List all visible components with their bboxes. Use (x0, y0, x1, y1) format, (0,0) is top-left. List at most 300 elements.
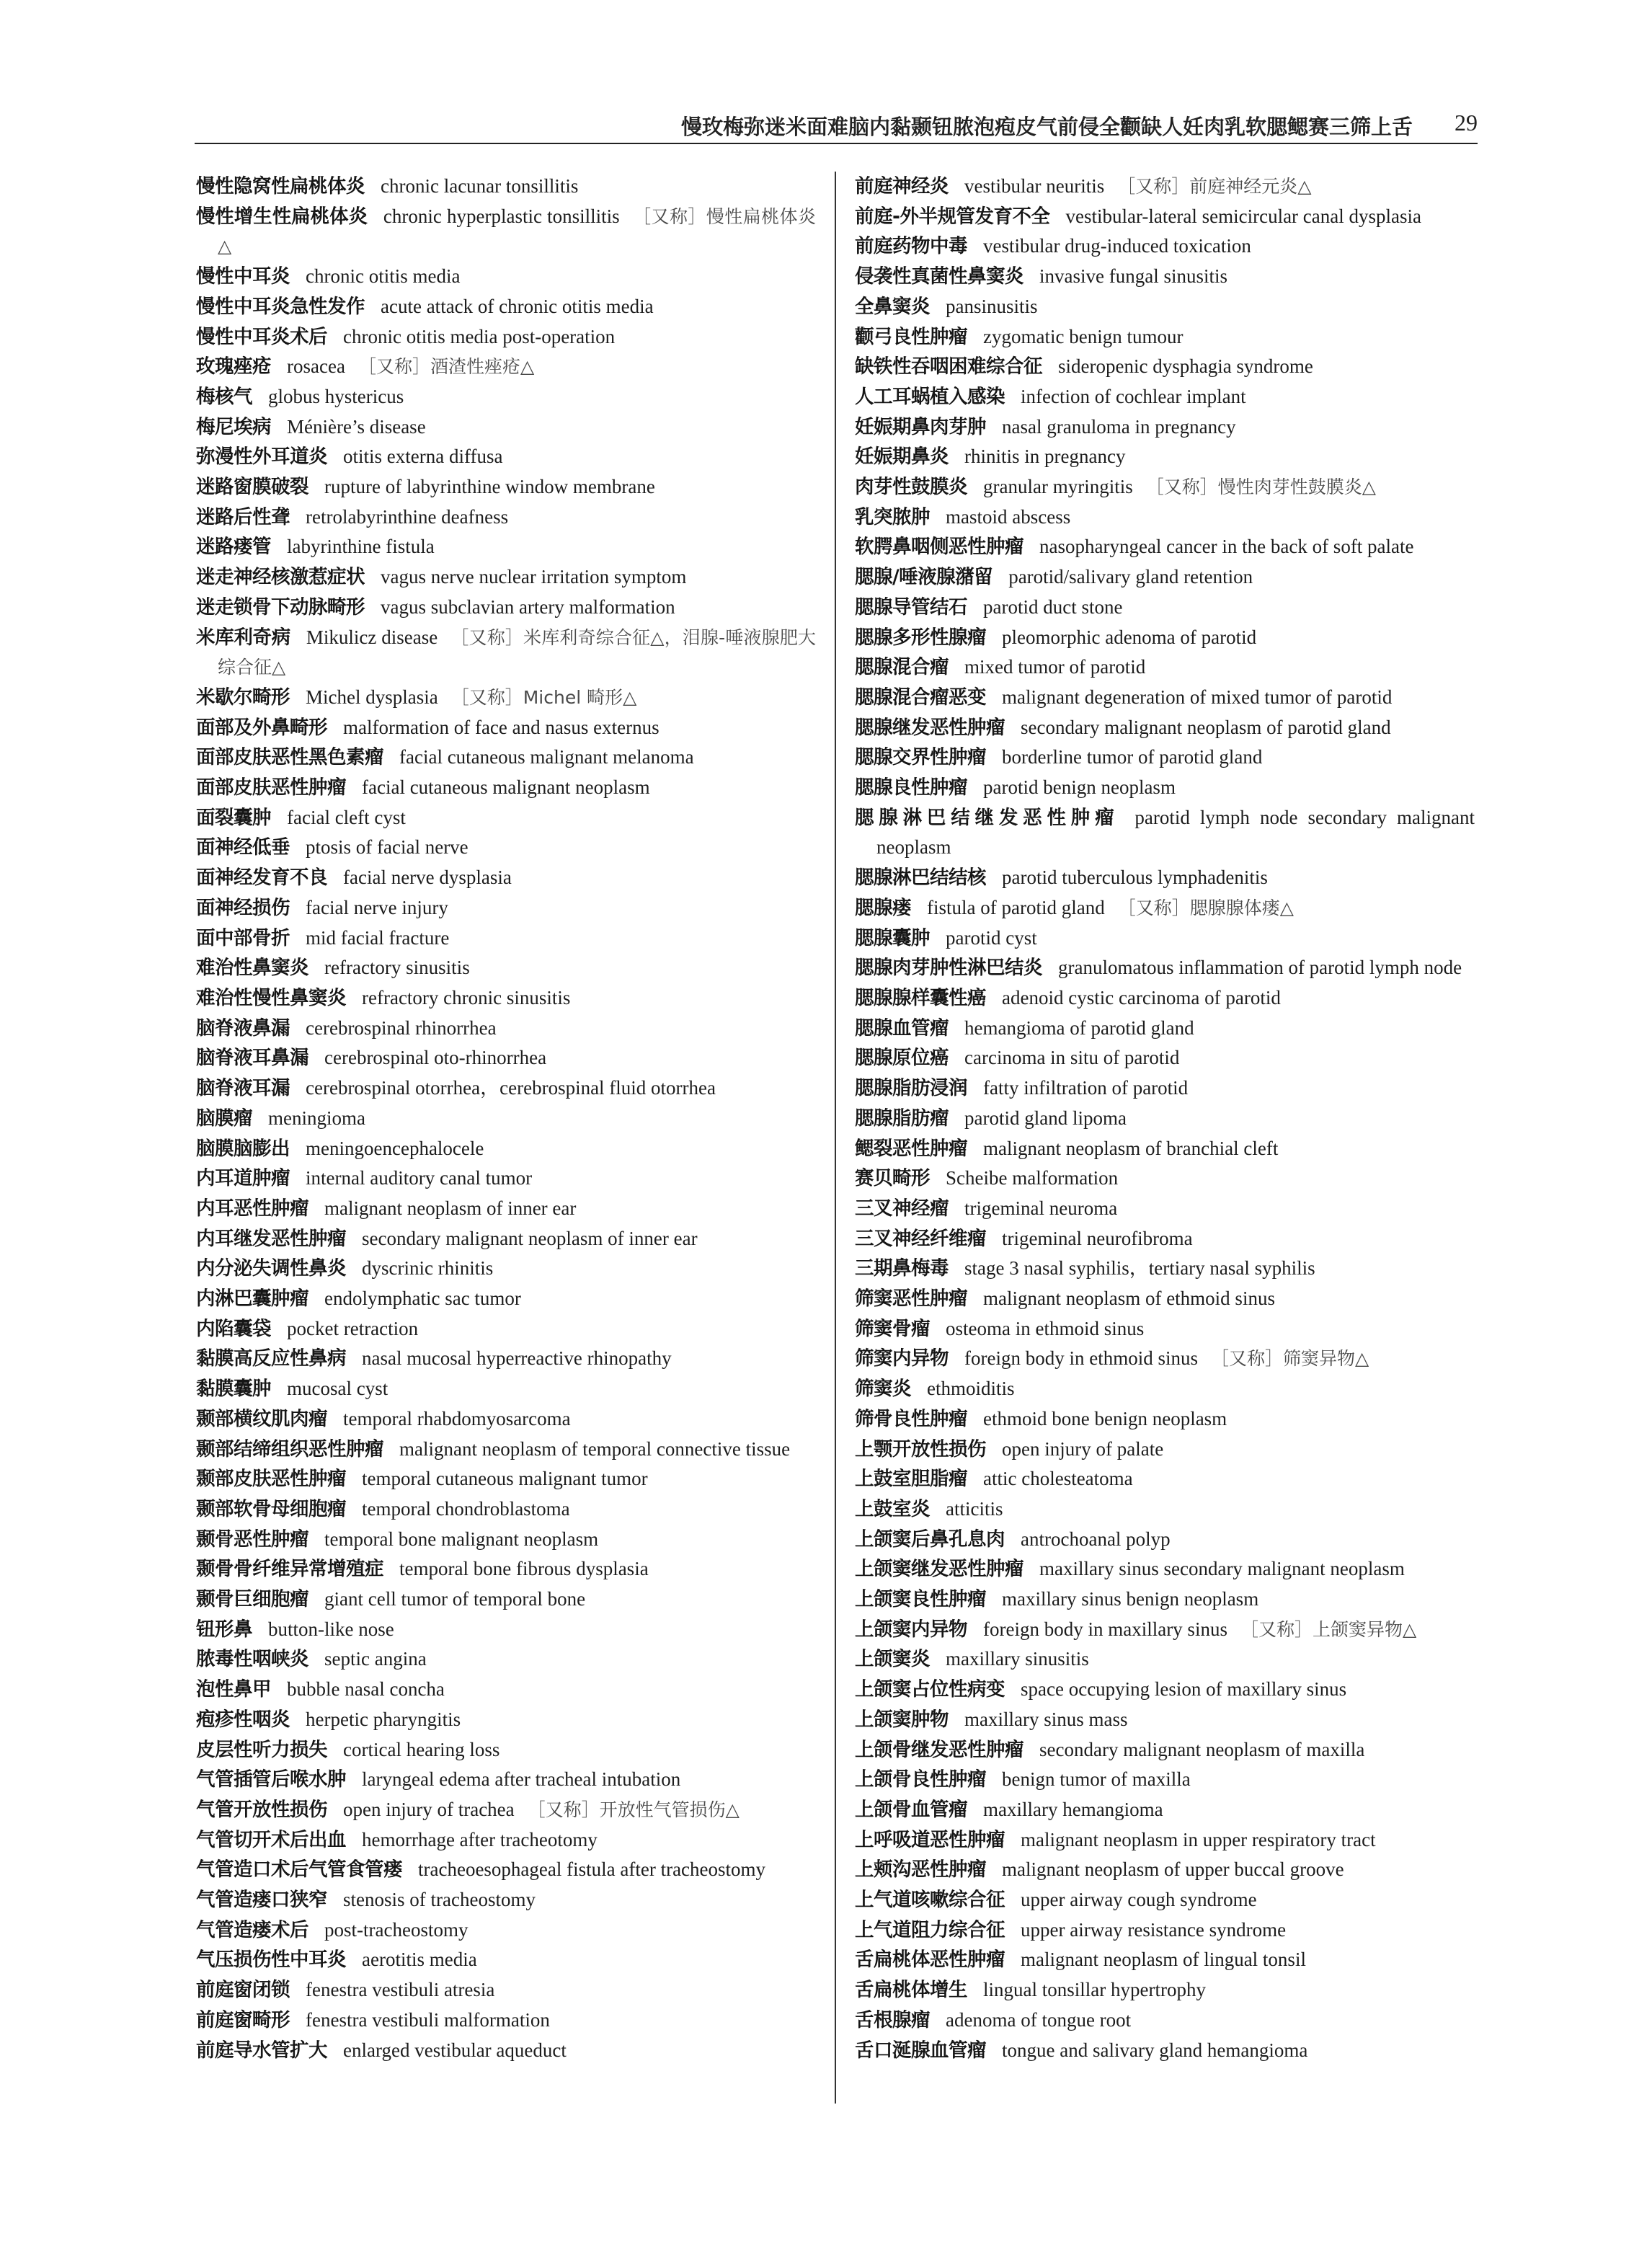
term-english: granulomatous inflammation of parotid lymph node (1058, 957, 1462, 979)
glossary-entry (855, 1855, 1475, 1885)
glossary-entry (196, 1554, 816, 1584)
term-english: secondary malignant neoplasm of inner ear (362, 1227, 698, 1249)
term-english: tongue and salivary gland hemangioma (1002, 2039, 1308, 2061)
glossary-entry (855, 1765, 1475, 1795)
term-english: chronic hyperplastic tonsillitis (383, 205, 620, 227)
glossary-entry (196, 1975, 816, 2005)
glossary-entry (855, 2036, 1475, 2066)
term-chinese: 内淋巴囊肿瘤 (196, 1287, 308, 1311)
term-chinese: 气管开放性损伤 (196, 1798, 327, 1821)
glossary-entry (196, 1254, 816, 1284)
term-chinese: 面神经发育不良 (196, 866, 327, 890)
glossary-entry (196, 1404, 816, 1435)
term-chinese: 内耳继发恶性肿瘤 (196, 1227, 346, 1250)
term-english: mastoid abscess (946, 505, 1071, 528)
term-english: herpetic pharyngitis (306, 1708, 461, 1730)
glossary-entry (196, 1675, 816, 1705)
term-chinese: 气压损伤性中耳炎 (196, 1949, 346, 1972)
term-english: zygomatic benign tumour (983, 325, 1184, 347)
glossary-entry (855, 1525, 1475, 1555)
term-chinese: 弥漫性外耳道炎 (196, 446, 327, 469)
term-english: cerebrospinal rhinorrhea (306, 1016, 497, 1039)
term-chinese: 钮形鼻 (196, 1618, 252, 1641)
term-chinese: 迷路窗膜破裂 (196, 476, 308, 499)
term-chinese: 颞部软骨母细胞瘤 (196, 1497, 346, 1520)
term-english: nasal granuloma in pregnancy (1002, 415, 1236, 438)
glossary-entry (855, 803, 1475, 863)
glossary-entry (855, 923, 1475, 954)
running-header (195, 108, 1478, 144)
term-chinese: 缺铁性吞咽困难综合征 (855, 355, 1042, 378)
glossary-entry (196, 2036, 816, 2066)
term-english: temporal bone malignant neoplasm (324, 1528, 599, 1550)
glossary-entry (855, 1975, 1475, 2005)
term-chinese: 腮腺良性肿瘤 (855, 776, 967, 799)
glossary-entry (855, 593, 1475, 623)
term-english: globus hystericus (268, 385, 404, 407)
glossary-entry (855, 202, 1475, 232)
term-chinese: 前庭导水管扩大 (196, 2039, 327, 2062)
glossary-entry (855, 262, 1475, 292)
term-english: vestibular neuritis (964, 175, 1105, 197)
term-english: upper airway resistance syndrome (1021, 1918, 1287, 1941)
glossary-entry (196, 1855, 816, 1885)
term-chinese: 内陷囊袋 (196, 1317, 271, 1340)
term-chinese: 舌扁桃体增生 (855, 1979, 967, 2002)
glossary-entry (855, 1554, 1475, 1584)
term-chinese: 前庭药物中毒 (855, 235, 967, 258)
term-english: labyrinthine fistula (287, 536, 435, 558)
term-chinese: 迷路后性聋 (196, 505, 290, 528)
glossary-entry (196, 1194, 816, 1224)
term-english: chronic otitis media post-operation (343, 325, 616, 347)
glossary-entry (855, 1073, 1475, 1104)
term-chinese: 气管插管后喉水肿 (196, 1768, 346, 1791)
term-chinese: 脑脊液耳漏 (196, 1077, 290, 1100)
glossary-entry (196, 683, 816, 713)
glossary-entry (196, 2005, 816, 2036)
term-english: carcinoma in situ of parotid (964, 1047, 1180, 1069)
term-chinese: 腮腺原位癌 (855, 1047, 949, 1070)
term-english: hemorrhage after tracheotomy (362, 1828, 598, 1850)
glossary-entry (855, 1464, 1475, 1494)
term-chinese: 颞骨骨纤维异常增殖症 (196, 1558, 383, 1581)
term-chinese: 脑膜瘤 (196, 1107, 252, 1130)
term-english: mucosal cyst (287, 1378, 388, 1400)
term-chinese: 面裂囊肿 (196, 806, 271, 829)
term-chinese: 上颌窦良性肿瘤 (855, 1588, 986, 1611)
glossary-entry (855, 743, 1475, 773)
term-chinese: 上颌骨良性肿瘤 (855, 1768, 986, 1791)
term-english: mid facial fracture (306, 926, 450, 949)
term-english: tracheoesophageal fistula after tracheostomy (418, 1858, 766, 1881)
term-chinese: 筛窦内异物 (855, 1347, 949, 1370)
glossary-entry (196, 1825, 816, 1856)
term-english: endolymphatic sac tumor (324, 1287, 521, 1310)
term-english: Mikulicz disease (306, 626, 438, 648)
glossary-entry (855, 1374, 1475, 1404)
glossary-entry (196, 292, 816, 322)
term-chinese: 脓毒性咽峡炎 (196, 1648, 308, 1671)
term-chinese: 腮腺腺样囊性癌 (855, 986, 986, 1009)
term-chinese: 腮腺/唾液腺潴留 (855, 566, 993, 589)
term-chinese: 腮腺血管瘤 (855, 1016, 949, 1040)
term-english: foreign body in ethmoid sinus (964, 1347, 1198, 1370)
term-chinese: 迷路瘘管 (196, 536, 271, 559)
term-english: Scheibe malformation (946, 1167, 1119, 1189)
term-english: infection of cochlear implant (1021, 385, 1246, 407)
glossary-entry (855, 652, 1475, 683)
term-chinese: 筛骨良性肿瘤 (855, 1407, 967, 1430)
right-column (855, 172, 1475, 2065)
term-english: pocket retraction (287, 1317, 419, 1339)
term-english: malignant neoplasm of ethmoid sinus (983, 1287, 1275, 1310)
term-english: vagus subclavian artery malformation (381, 595, 675, 618)
term-chinese: 全鼻窦炎 (855, 295, 930, 318)
term-english: benign tumor of maxilla (1002, 1768, 1191, 1791)
glossary-entry (196, 1735, 816, 1765)
term-chinese: 上气道咳嗽综合征 (855, 1889, 1005, 1912)
term-chinese: 上颌骨血管瘤 (855, 1798, 967, 1821)
term-english: parotid lymph node secondary malignant neoplasm (876, 806, 1475, 859)
term-chinese: 腮腺多形性腺瘤 (855, 626, 986, 649)
term-english: acute attack of chronic otitis media (381, 295, 654, 317)
term-english: button-like nose (268, 1618, 394, 1640)
term-english: facial nerve dysplasia (343, 866, 512, 889)
term-english: laryngeal edema after tracheal intubation (362, 1768, 681, 1791)
glossary-entry (196, 322, 816, 353)
term-english: space occupying lesion of maxillary sinus (1021, 1678, 1347, 1701)
term-english: refractory sinusitis (324, 957, 470, 979)
term-english: ethmoiditis (927, 1378, 1015, 1400)
term-chinese: 梅尼埃病 (196, 415, 271, 438)
term-english: secondary malignant neoplasm of maxilla (1039, 1738, 1365, 1760)
glossary-entry (855, 953, 1475, 983)
term-english: secondary malignant neoplasm of parotid gland (1021, 716, 1391, 738)
term-chinese: 脑脊液鼻漏 (196, 1016, 290, 1040)
term-english: lingual tonsillar hypertrophy (983, 1979, 1206, 2001)
term-chinese: 前庭神经炎 (855, 175, 949, 198)
term-english: stage 3 nasal syphilis，tertiary nasal syphilis (964, 1257, 1315, 1280)
term-english: vestibular-lateral semicircular canal dysplasia (1065, 205, 1421, 227)
term-english: parotid tuberculous lymphadenitis (1002, 866, 1268, 889)
term-chinese: 慢性中耳炎术后 (196, 325, 327, 348)
glossary-entry (855, 532, 1475, 562)
glossary-entry (855, 683, 1475, 713)
term-english: dyscrinic rhinitis (362, 1257, 494, 1280)
term-english: trigeminal neuroma (964, 1197, 1118, 1219)
term-english: malformation of face and nasus externus (343, 716, 660, 738)
term-chinese: 上颌窦后鼻孔息肉 (855, 1528, 1005, 1551)
term-chinese: 软腭鼻咽侧恶性肿瘤 (855, 536, 1023, 559)
term-chinese: 上颌窦肿物 (855, 1708, 949, 1731)
term-english: temporal chondroblastoma (362, 1497, 570, 1520)
term-chinese: 气管造口术后气管食管瘘 (196, 1858, 402, 1881)
term-chinese: 皮层性听力损失 (196, 1738, 327, 1761)
glossary-entry (196, 1374, 816, 1404)
glossary-entry (196, 382, 816, 412)
glossary-entry (855, 863, 1475, 893)
glossary-entry (196, 1014, 816, 1044)
term-alias: ［又称］开放性气管损伤△ (527, 1799, 740, 1820)
term-chinese: 气管切开术后出血 (196, 1828, 346, 1851)
term-alias: ［又称］筛窦异物△ (1210, 1348, 1369, 1370)
term-english: fenestra vestibuli atresia (306, 1979, 495, 2001)
term-english: parotid/salivary gland retention (1008, 566, 1253, 588)
term-chinese: 腮腺继发恶性肿瘤 (855, 716, 1005, 739)
glossary-entry (196, 1915, 816, 1946)
term-alias: ［又称］Michel 畸形△ (450, 686, 637, 708)
glossary-entry (196, 863, 816, 893)
term-alias: ［又称］腮腺腺体瘘△ (1117, 897, 1294, 918)
term-english: parotid gland lipoma (964, 1107, 1127, 1129)
glossary-entry (196, 1464, 816, 1494)
glossary-entry (196, 1043, 816, 1073)
term-english: fistula of parotid gland (927, 896, 1105, 918)
term-chinese: 上颌骨继发恶性肿瘤 (855, 1738, 1023, 1761)
term-chinese: 面部及外鼻畸形 (196, 716, 327, 739)
term-english: mixed tumor of parotid (964, 656, 1146, 678)
glossary-entry (196, 713, 816, 743)
term-english: facial nerve injury (306, 896, 448, 918)
term-alias: ［又称］酒渣性痤疮△ (358, 356, 535, 378)
term-english: adenoma of tongue root (946, 2008, 1132, 2031)
term-english: vagus nerve nuclear irritation symptom (381, 566, 687, 588)
glossary-entry (855, 172, 1475, 202)
term-chinese: 慢性隐窝性扁桃体炎 (196, 175, 365, 198)
term-chinese: 妊娠期鼻炎 (855, 446, 949, 469)
term-chinese: 内分泌失调性鼻炎 (196, 1257, 346, 1280)
term-chinese: 三期鼻梅毒 (855, 1257, 949, 1280)
glossary-entry (196, 1765, 816, 1795)
term-chinese: 疱疹性咽炎 (196, 1708, 290, 1731)
term-english: malignant neoplasm of temporal connective tissue (399, 1437, 791, 1460)
glossary-entry (855, 1584, 1475, 1615)
term-chinese: 慢性中耳炎急性发作 (196, 295, 365, 318)
term-english: malignant neoplasm of upper buccal groove (1002, 1858, 1344, 1881)
glossary-entry (855, 713, 1475, 743)
term-english: ptosis of facial nerve (306, 836, 468, 859)
term-english: otitis externa diffusa (343, 446, 503, 468)
term-chinese: 面部皮肤恶性肿瘤 (196, 776, 346, 799)
term-english: open injury of palate (1002, 1437, 1164, 1460)
glossary-entry (855, 1705, 1475, 1735)
glossary-entry (196, 532, 816, 562)
term-english: parotid cyst (946, 926, 1037, 949)
term-chinese: 上颚开放性损伤 (855, 1437, 986, 1460)
term-chinese: 颞部皮肤恶性肿瘤 (196, 1468, 346, 1491)
term-english: adenoid cystic carcinoma of parotid (1002, 986, 1281, 1009)
term-english: osteoma in ethmoid sinus (946, 1317, 1145, 1339)
term-chinese: 鳃裂恶性肿瘤 (855, 1137, 967, 1160)
glossary-entry (855, 1224, 1475, 1254)
glossary-entry (855, 1163, 1475, 1194)
term-english: facial cleft cyst (287, 806, 406, 828)
glossary-entry (855, 773, 1475, 803)
glossary-entry (855, 1675, 1475, 1705)
term-chinese: 腮腺淋巴结继发恶性肿瘤 (855, 806, 1119, 829)
term-english: facial cutaneous malignant melanoma (399, 746, 694, 768)
term-english: aerotitis media (362, 1949, 477, 1971)
glossary-entry (855, 1795, 1475, 1825)
term-english: retrolabyrinthine deafness (306, 505, 509, 528)
term-chinese: 米歇尔畸形 (196, 686, 290, 709)
term-chinese: 梅核气 (196, 385, 252, 408)
term-chinese: 筛窦恶性肿瘤 (855, 1287, 967, 1311)
term-english: cerebrospinal otorrhea，cerebrospinal fluid otorrhea (306, 1077, 716, 1099)
glossary-entry (855, 1284, 1475, 1314)
glossary-entry (196, 1525, 816, 1555)
glossary-entry (196, 1344, 816, 1374)
column-divider (835, 172, 836, 2104)
term-chinese: 前庭窗闭锁 (196, 1979, 290, 2002)
term-chinese: 颞骨巨细胞瘤 (196, 1588, 308, 1611)
glossary-entry (196, 593, 816, 623)
glossary-entry (855, 1134, 1475, 1164)
term-chinese: 黏膜高反应性鼻病 (196, 1347, 346, 1370)
glossary-entry (855, 623, 1475, 653)
term-alias: ［又称］前庭神经元炎△ (1117, 176, 1312, 197)
glossary-entry (855, 1945, 1475, 1975)
term-alias: ［又称］慢性肉芽性鼓膜炎△ (1145, 477, 1376, 498)
term-english: internal auditory canal tumor (306, 1167, 533, 1189)
term-chinese: 面部皮肤恶性黑色素瘤 (196, 746, 383, 769)
term-english: sideropenic dysphagia syndrome (1058, 355, 1313, 378)
glossary-entry (196, 773, 816, 803)
glossary-entry (196, 1945, 816, 1975)
glossary-entry (196, 1134, 816, 1164)
term-english: attic cholesteatoma (983, 1468, 1133, 1490)
glossary-entry (196, 1795, 816, 1825)
glossary-entry (196, 1163, 816, 1194)
glossary-entry (196, 1615, 816, 1645)
term-chinese: 上气道阻力综合征 (855, 1918, 1005, 1941)
term-chinese: 慢性中耳炎 (196, 265, 290, 288)
term-english: rupture of labyrinthine window membrane (324, 476, 655, 498)
term-english: nasopharyngeal cancer in the back of soft palate (1039, 536, 1414, 558)
term-english: rosacea (287, 355, 345, 378)
term-chinese: 内耳恶性肿瘤 (196, 1197, 308, 1220)
term-chinese: 面神经低垂 (196, 836, 290, 859)
term-english: facial cutaneous malignant neoplasm (362, 776, 650, 799)
glossary-entry (196, 1584, 816, 1615)
glossary-entry (196, 172, 816, 202)
term-chinese: 气管造瘘术后 (196, 1918, 308, 1941)
term-chinese: 上颌窦内异物 (855, 1618, 967, 1641)
term-english: bubble nasal concha (287, 1678, 445, 1701)
glossary-entry (855, 442, 1475, 472)
glossary-entry (196, 623, 816, 683)
glossary-entry (196, 833, 816, 863)
term-chinese: 乳突脓肿 (855, 505, 930, 528)
term-chinese: 上颌窦继发恶性肿瘤 (855, 1558, 1023, 1581)
term-english: giant cell tumor of temporal bone (324, 1588, 586, 1610)
term-english: cortical hearing loss (343, 1738, 500, 1760)
term-chinese: 上颌窦占位性病变 (855, 1678, 1005, 1701)
glossary-entry (196, 562, 816, 593)
glossary-entry (855, 292, 1475, 322)
term-english: maxillary hemangioma (983, 1798, 1163, 1820)
term-chinese: 腮腺囊肿 (855, 926, 930, 949)
term-english: meningoencephalocele (306, 1137, 484, 1159)
term-english: pleomorphic adenoma of parotid (1002, 626, 1257, 648)
glossary-entry (196, 412, 816, 443)
glossary-entry (196, 743, 816, 773)
term-english: trigeminal neurofibroma (1002, 1227, 1193, 1249)
glossary-entry (855, 1014, 1475, 1044)
term-chinese: 脑膜脑膨出 (196, 1137, 290, 1160)
term-chinese: 上鼓室胆脂瘤 (855, 1468, 967, 1491)
glossary-entry (855, 502, 1475, 533)
glossary-entry (196, 1104, 816, 1134)
glossary-entry (196, 1284, 816, 1314)
glossary-entry (855, 1314, 1475, 1344)
glossary-entry (196, 803, 816, 833)
term-english: septic angina (324, 1648, 427, 1670)
term-chinese: 腮腺脂肪瘤 (855, 1107, 949, 1130)
glossary-entry (196, 1885, 816, 1915)
glossary-entry (855, 382, 1475, 412)
glossary-entry (855, 1915, 1475, 1946)
term-english: maxillary sinus mass (964, 1708, 1128, 1730)
glossary-entry (855, 412, 1475, 443)
term-chinese: 颞部横纹肌肉瘤 (196, 1407, 327, 1430)
glossary-entry (855, 1644, 1475, 1675)
term-english: nasal mucosal hyperreactive rhinopathy (362, 1347, 672, 1370)
term-chinese: 迷走神经核激惹症状 (196, 566, 365, 589)
glossary-entry (855, 893, 1475, 923)
term-chinese: 黏膜囊肿 (196, 1378, 271, 1401)
term-chinese: 脑脊液耳鼻漏 (196, 1047, 308, 1070)
term-alias: ［又称］米库利奇综合征△，泪腺-唾液腺肥大综合征△ (218, 626, 817, 678)
term-chinese: 上颊沟恶性肿瘤 (855, 1858, 986, 1881)
term-english: enlarged vestibular aqueduct (343, 2039, 567, 2061)
glossary-entry (196, 1314, 816, 1344)
term-english: open injury of trachea (343, 1798, 515, 1820)
glossary-entry (855, 1194, 1475, 1224)
term-chinese: 腮腺交界性肿瘤 (855, 746, 986, 769)
term-english: cerebrospinal oto-rhinorrhea (324, 1047, 547, 1069)
glossary-entry (855, 1494, 1475, 1525)
term-english: maxillary sinus secondary malignant neoplasm (1039, 1558, 1405, 1580)
term-english: rhinitis in pregnancy (964, 446, 1126, 468)
term-english: fatty infiltration of parotid (983, 1077, 1189, 1099)
term-english: foreign body in maxillary sinus (983, 1618, 1227, 1640)
term-english: invasive fungal sinusitis (1039, 265, 1227, 288)
term-chinese: 腮腺导管结石 (855, 595, 967, 619)
term-chinese: 舌口涎腺血管瘤 (855, 2039, 986, 2062)
glossary-entry (196, 983, 816, 1014)
term-chinese: 玫瑰痤疮 (196, 355, 271, 378)
term-chinese: 上颌窦炎 (855, 1648, 930, 1671)
glossary-entry (196, 352, 816, 382)
term-english: malignant neoplasm of branchial cleft (983, 1137, 1279, 1159)
glossary-entry (855, 1615, 1475, 1645)
glossary-entry (196, 953, 816, 983)
glossary-entry (855, 322, 1475, 353)
term-chinese: 面中部骨折 (196, 926, 290, 949)
term-chinese: 难治性鼻窦炎 (196, 957, 308, 980)
term-chinese: 上呼吸道恶性肿瘤 (855, 1828, 1005, 1851)
term-chinese: 舌根腺瘤 (855, 2008, 930, 2031)
term-chinese: 赛贝畸形 (855, 1167, 930, 1190)
term-alias: ［又称］上颌窦异物△ (1240, 1618, 1417, 1640)
term-chinese: 筛窦炎 (855, 1378, 911, 1401)
term-english: post-tracheostomy (324, 1918, 468, 1941)
glossary-entry (855, 1404, 1475, 1435)
term-chinese: 气管造瘘口狭窄 (196, 1889, 327, 1912)
term-chinese: 前庭-外半规管发育不全 (855, 205, 1050, 228)
